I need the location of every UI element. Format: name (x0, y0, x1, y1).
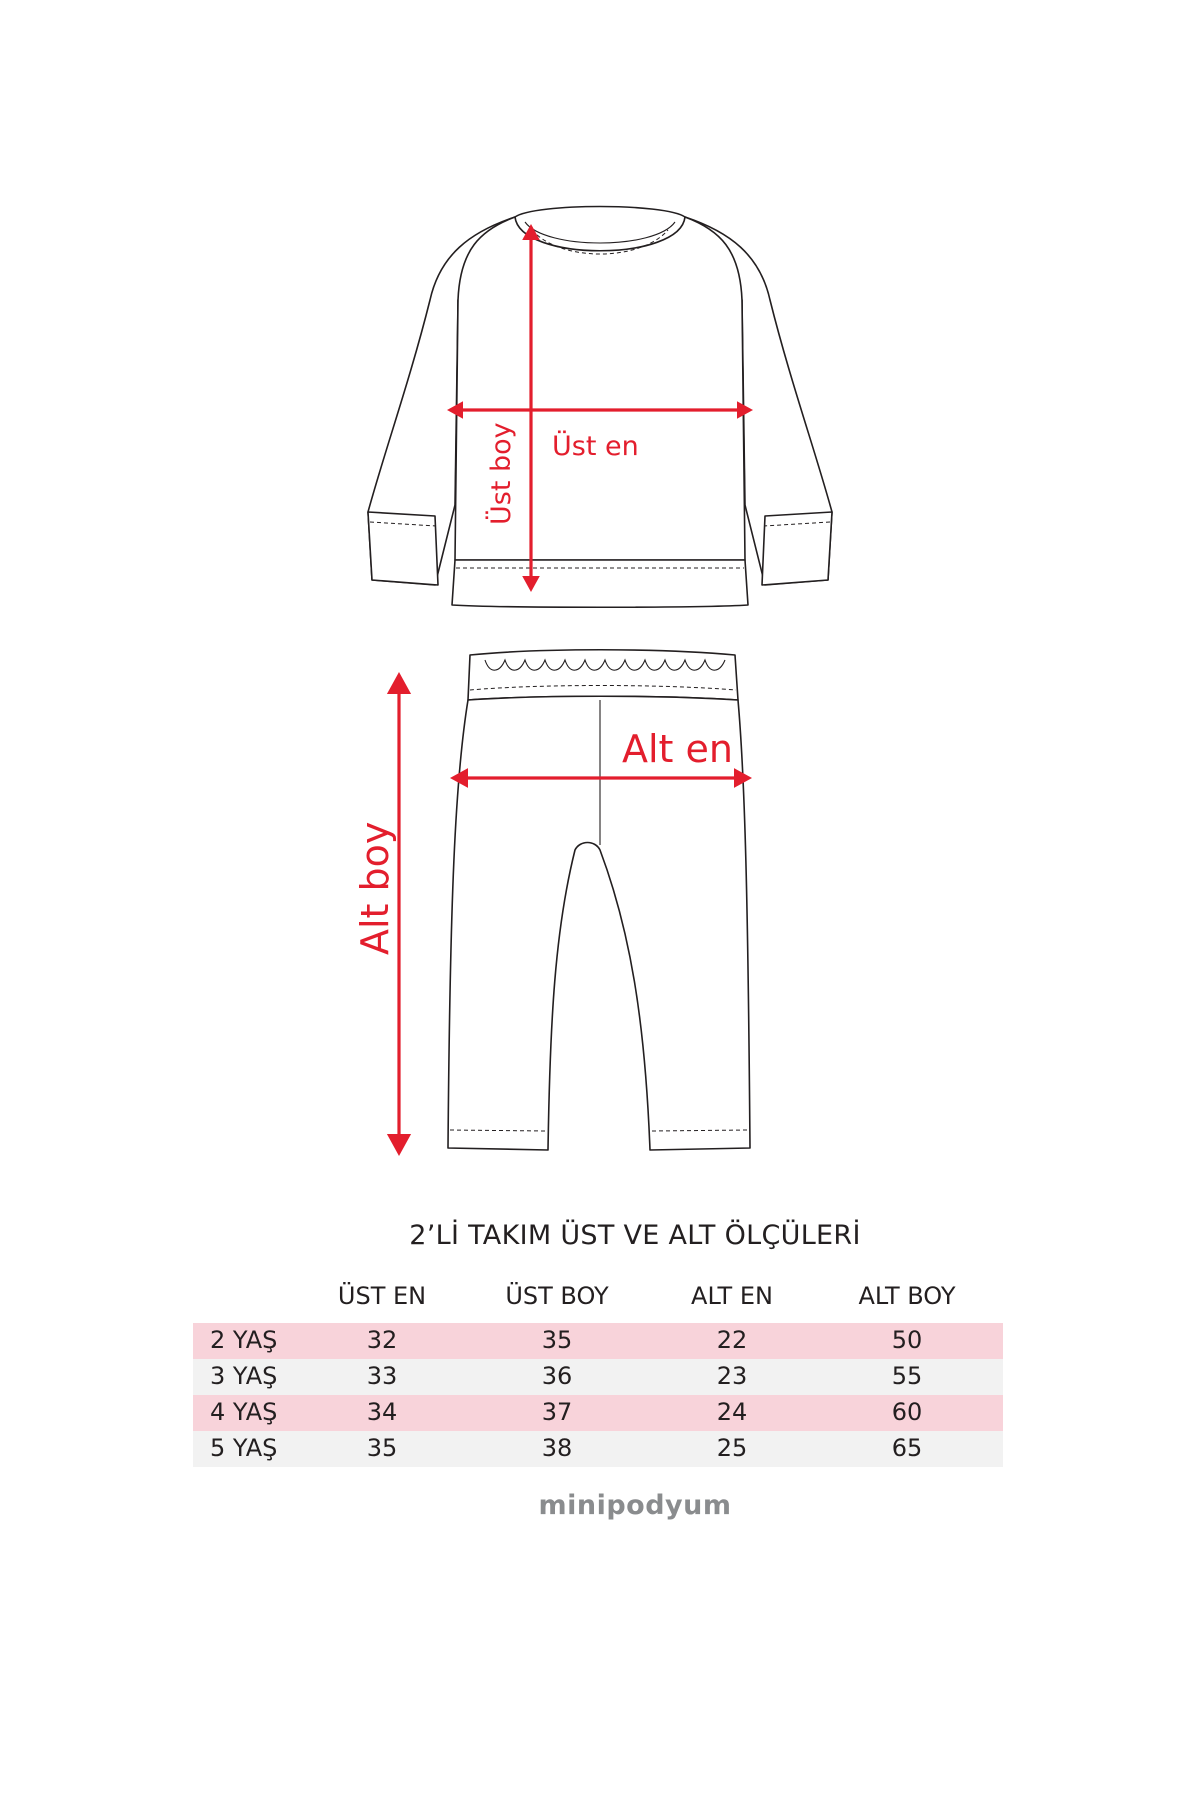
column-header: ÜST EN (337, 1282, 427, 1310)
table-cell: 22 (716, 1326, 748, 1354)
table-cell: 34 (366, 1398, 398, 1426)
table-cell: 35 (541, 1326, 573, 1354)
bottom-width-label: Alt en (622, 727, 733, 771)
column-header: ALT BOY (858, 1282, 956, 1310)
table-cell: 36 (541, 1362, 573, 1390)
sweatshirt-illustration (368, 207, 832, 608)
table-cell: 65 (891, 1434, 923, 1462)
pants-illustration (448, 650, 750, 1150)
bottom-length-arrow-head-start (387, 672, 411, 694)
table-cell: 32 (366, 1326, 398, 1354)
table-cell: 55 (891, 1362, 923, 1390)
table-cell: 50 (891, 1326, 923, 1354)
table-row (193, 1359, 1003, 1395)
table-row (193, 1323, 1003, 1359)
size-label: 4 YAŞ (210, 1398, 278, 1426)
table-cell: 24 (716, 1398, 748, 1426)
table-row (193, 1431, 1003, 1467)
table-cell: 60 (891, 1398, 923, 1426)
brand-logo: minipodyum (538, 1490, 732, 1521)
column-header: ÜST BOY (505, 1282, 609, 1310)
table-row (193, 1395, 1003, 1431)
table-cell: 33 (366, 1362, 398, 1390)
sweatshirt-hem-band (452, 560, 748, 607)
size-label: 5 YAŞ (210, 1434, 278, 1462)
column-header: ALT EN (691, 1282, 773, 1310)
top-width-label: Üst en (552, 431, 639, 462)
table-cell: 37 (541, 1398, 573, 1426)
table-cell: 25 (716, 1434, 748, 1462)
table-cell: 23 (716, 1362, 748, 1390)
top-length-label: Üst boy (486, 422, 517, 525)
size-label: 2 YAŞ (210, 1326, 278, 1354)
table-header-row (0, 1282, 1200, 1316)
table-cell: 38 (541, 1434, 573, 1462)
pants-waistband (468, 650, 738, 700)
bottom-length-label: Alt boy (353, 821, 397, 955)
bottom-length-arrow-head-end (387, 1134, 411, 1156)
size-label: 3 YAŞ (210, 1362, 278, 1390)
table-cell: 35 (366, 1434, 398, 1462)
table-title: 2’Lİ TAKIM ÜST VE ALT ÖLÇÜLERİ (409, 1220, 861, 1251)
